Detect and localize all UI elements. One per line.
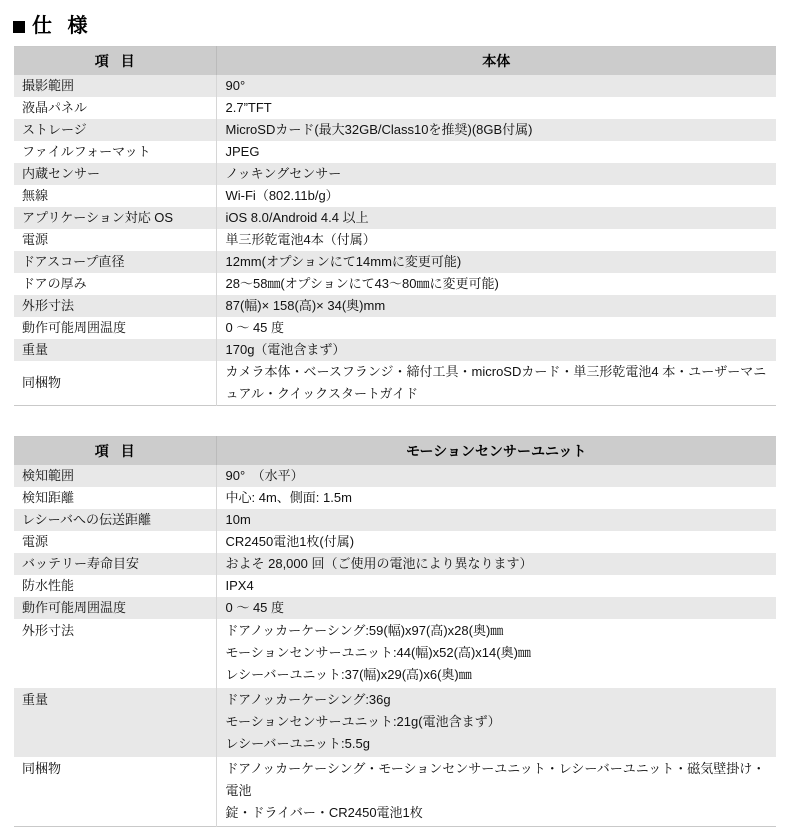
row-value-line: レシーバーユニット:5.5g [225, 736, 370, 751]
row-value: 87(幅)× 158(高)× 34(奥)mm [216, 295, 776, 317]
row-item-label: 電源 [14, 531, 216, 553]
row-value: およそ 28,000 回（ご使用の電池により異なります） [216, 553, 776, 575]
table-header-row [14, 47, 776, 76]
row-value: 12mm(オプションにて14mmに変更可能) [216, 251, 776, 273]
row-value: 0 〜 45 度 [216, 597, 776, 619]
row-value-line: ドアノッカーケーシング・モーションセンサーユニット・レシーバーユニット・磁気壁掛け・電池 [225, 761, 766, 798]
table-row [14, 619, 776, 688]
row-value: 10m [216, 509, 776, 531]
row-item-label: レシーバへの伝送距離 [14, 509, 216, 531]
row-value [216, 688, 776, 757]
table-header-main-unit [14, 47, 776, 76]
spec-table-main-unit [14, 46, 776, 406]
spec-table-motion-sensor-unit [14, 436, 776, 827]
row-value: Wi-Fi（802.11b/g） [216, 185, 776, 207]
row-value: カメラ本体・ベースフランジ・締付工具・microSDカード・単三形乾電池4 本・ユーザーマニュアル・クイックスタートガイド [216, 361, 776, 406]
table-row [14, 361, 776, 406]
row-value: 170g（電池含まず） [216, 339, 776, 361]
table-row [14, 295, 776, 317]
table-row [14, 575, 776, 597]
row-item-label: 外形寸法 [14, 295, 216, 317]
table-row [14, 465, 776, 487]
table-row [14, 597, 776, 619]
column-header-value: モーションセンサーユニット [216, 437, 776, 466]
column-header-item: 項 目 [14, 437, 216, 466]
row-value: 90° [216, 75, 776, 97]
table-row [14, 553, 776, 575]
row-item-label: 撮影範囲 [14, 75, 216, 97]
row-item-label: 同梱物 [14, 361, 216, 406]
row-item-label: 外形寸法 [14, 619, 216, 688]
row-item-label: 動作可能周囲温度 [14, 597, 216, 619]
table-row [14, 185, 776, 207]
row-item-label: 液晶パネル [14, 97, 216, 119]
row-value-line: モーションセンサーユニット:44(幅)x52(高)x14(奥)㎜ [225, 645, 531, 660]
table-header-row [14, 437, 776, 466]
row-value: 90° （水平） [216, 465, 776, 487]
table-row [14, 688, 776, 757]
row-item-label: 動作可能周囲温度 [14, 317, 216, 339]
row-value: 2.7”TFT [216, 97, 776, 119]
table-row [14, 273, 776, 295]
row-item-label: バッテリー寿命目安 [14, 553, 216, 575]
row-value: 28〜58㎜(オプションにて43〜80㎜に変更可能) [216, 273, 776, 295]
row-value: 0 〜 45 度 [216, 317, 776, 339]
table-row [14, 317, 776, 339]
row-value: 中心: 4m、側面: 1.5m [216, 487, 776, 509]
spec-page [0, 11, 803, 820]
row-value [216, 619, 776, 688]
row-item-label: アプリケーション対応 OS [14, 207, 216, 229]
row-value-line: モーションセンサーユニット:21g(電池含まず） [225, 714, 501, 729]
row-item-label: 無線 [14, 185, 216, 207]
table-row [14, 531, 776, 553]
row-item-label: ファイルフォーマット [14, 141, 216, 163]
table-header-motion-sensor-unit [14, 437, 776, 466]
row-value: ノッキングセンサー [216, 163, 776, 185]
row-item-label: 同梱物 [14, 757, 216, 827]
row-value: IPX4 [216, 575, 776, 597]
table-row [14, 251, 776, 273]
table-row [14, 75, 776, 97]
table-row [14, 229, 776, 251]
table-row [14, 163, 776, 185]
row-value: 単三形乾電池4本（付属） [216, 229, 776, 251]
table-row [14, 509, 776, 531]
row-value: CR2450電池1枚(付属) [216, 531, 776, 553]
row-item-label: ストレージ [14, 119, 216, 141]
row-item-label: 検知距離 [14, 487, 216, 509]
row-item-label: ドアの厚み [14, 273, 216, 295]
row-item-label: 重量 [14, 688, 216, 757]
row-item-label: 内蔵センサー [14, 163, 216, 185]
column-header-value: 本体 [216, 47, 776, 76]
row-item-label: 重量 [14, 339, 216, 361]
row-value-line: ドアノッカーケーシング:36g [225, 692, 391, 707]
row-item-label: 検知範囲 [14, 465, 216, 487]
black-square-icon [13, 21, 25, 33]
table-row [14, 141, 776, 163]
table-body-motion-sensor-unit [14, 465, 776, 827]
row-item-label: 防水性能 [14, 575, 216, 597]
table-body-main-unit [14, 75, 776, 406]
row-item-label: ドアスコープ直径 [14, 251, 216, 273]
page-title [13, 11, 803, 41]
row-value-line: ドアノッカーケーシング:59(幅)x97(高)x28(奥)㎜ [225, 623, 504, 638]
table-row [14, 119, 776, 141]
row-value: iOS 8.0/Android 4.4 以上 [216, 207, 776, 229]
row-value: JPEG [216, 141, 776, 163]
table-row [14, 207, 776, 229]
column-header-item: 項 目 [14, 47, 216, 76]
table-row [14, 487, 776, 509]
table-row [14, 339, 776, 361]
row-value: MicroSDカード(最大32GB/Class10を推奨)(8GB付属) [216, 119, 776, 141]
row-item-label: 電源 [14, 229, 216, 251]
row-value-line: レシーバーユニット:37(幅)x29(高)x6(奥)㎜ [225, 667, 472, 682]
table-row [14, 97, 776, 119]
page-title-text: 仕 様 [32, 15, 93, 37]
row-value-line: 錠・ドライバー・CR2450電池1枚 [225, 805, 423, 820]
